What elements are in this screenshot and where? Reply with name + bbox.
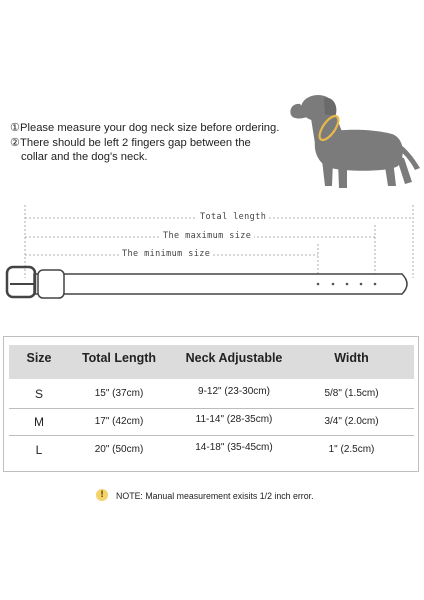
collar-buckle: [7, 267, 35, 297]
row-l-neck-adjustable: 14-18" (35-45cm): [195, 442, 273, 453]
row-m-neck-adjustable: 11-14" (28-35cm): [195, 414, 273, 425]
minimum-size-label: The minimum size: [119, 249, 213, 259]
row-l-width: 1" (2.5cm): [328, 444, 375, 455]
row-m-width: 3/4" (2.0cm): [324, 416, 379, 427]
row-s-size: S: [34, 387, 43, 401]
total-length-label: Total length: [197, 212, 269, 222]
row-m-total-length: 17" (42cm): [94, 416, 144, 427]
collar-keeper: [38, 270, 64, 298]
row-s-neck-adjustable: 9-12" (23-30cm): [198, 386, 270, 397]
header-size: Size: [26, 351, 52, 365]
instruction-line-1: ①Please measure your dog neck size before ordering.: [10, 122, 280, 134]
row-divider: [9, 435, 414, 436]
instruction-line-2: ②There should be left 2 fingers gap between the: [10, 136, 251, 149]
header-neck-adjustable: Neck Adjustable: [185, 351, 283, 365]
measurement-note: NOTE: Manual measurement exisits 1/2 inch error.: [116, 491, 314, 501]
instruction-line-3: collar and the dog's neck.: [21, 151, 148, 163]
size-table: [3, 336, 419, 472]
row-divider: [9, 408, 414, 409]
row-l-size: L: [35, 443, 43, 457]
collar-strap: [34, 274, 407, 294]
row-l-total-length: 20" (50cm): [94, 444, 144, 455]
row-s-total-length: 15" (37cm): [94, 388, 144, 399]
warning-icon: !: [96, 489, 108, 501]
row-s-width: 5/8" (1.5cm): [324, 388, 379, 399]
maximum-size-label: The maximum size: [160, 231, 254, 241]
row-m-size: M: [34, 415, 44, 429]
header-total-length: Total Length: [81, 351, 157, 365]
header-width: Width: [334, 351, 369, 365]
